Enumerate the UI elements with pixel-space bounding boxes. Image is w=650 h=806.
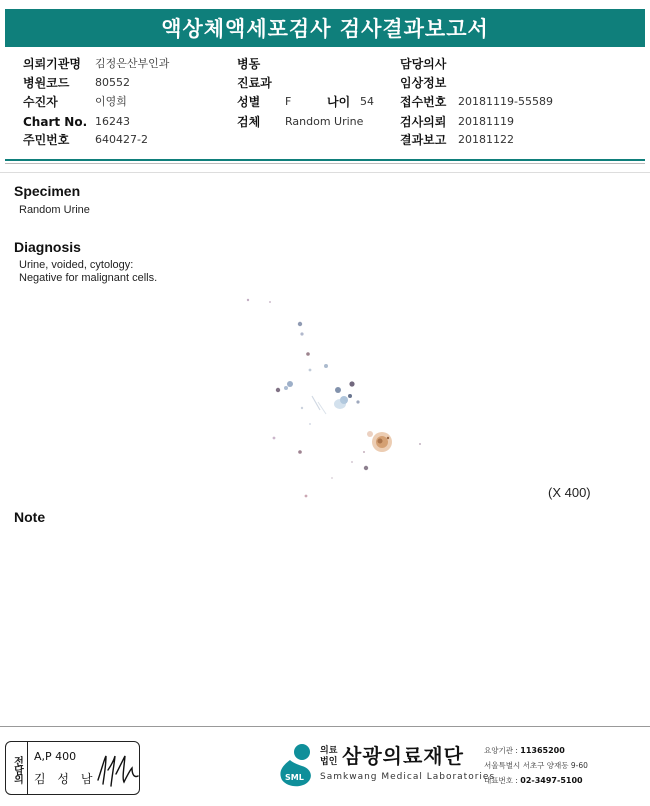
signer-license: A,P 400 — [34, 750, 77, 763]
info-label: 의뢰기관명 — [23, 57, 81, 71]
footer-divider — [0, 726, 650, 727]
info-label: 검사의뢰 — [400, 115, 447, 129]
header-divider-thin — [5, 163, 645, 164]
info-label: 나이 — [327, 95, 351, 109]
info-value: Random Urine — [285, 115, 364, 128]
signer-role-label: 전담의 — [6, 742, 28, 794]
brand-info-label: 요양기관 — [484, 746, 513, 755]
patient-info-grid — [0, 53, 650, 153]
brand-prefix: 의료법인 — [320, 746, 338, 767]
info-label: 임상정보 — [400, 76, 447, 90]
info-label: 접수번호 — [400, 95, 447, 109]
magnification-label: (X 400) — [548, 485, 591, 500]
info-label: 주민번호 — [23, 133, 70, 147]
handwritten-signature — [94, 750, 140, 790]
info-label: 병동 — [237, 57, 261, 71]
info-label: Chart No. — [23, 115, 88, 129]
specimen-heading: Specimen — [14, 183, 81, 199]
info-value: F — [285, 95, 292, 108]
signer-name: 김 성 남 — [34, 772, 97, 786]
info-label: 성별 — [237, 95, 261, 109]
info-label: 담당의사 — [400, 57, 447, 71]
note-heading: Note — [14, 509, 46, 525]
brand-english-name: Samkwang Medical Laboratories — [320, 772, 496, 782]
sml-logo — [272, 742, 322, 792]
info-value: 54 — [360, 95, 374, 108]
brand-info-line: 요양기관 : 11365200 — [484, 746, 565, 755]
brand-info-line: 대표번호 : 02-3497-5100 — [484, 776, 583, 785]
info-label: 진료과 — [237, 76, 272, 90]
brand-name: 삼광의료재단 — [342, 744, 464, 768]
info-label: 검체 — [237, 115, 261, 129]
signer-box — [5, 741, 140, 795]
report-title: 액상체액세포검사 검사결과보고서 — [5, 9, 645, 47]
cytology-micrograph — [240, 292, 440, 502]
header-divider — [5, 159, 645, 161]
info-value: 80552 — [95, 76, 130, 89]
svg-text:SML: SML — [285, 773, 304, 782]
info-value: 김정은산부인과 — [95, 57, 170, 70]
info-value: 20181119-55589 — [458, 95, 553, 108]
brand-info-value: 02-3497-5100 — [520, 776, 583, 785]
diagnosis-line: Urine, voided, cytology: — [19, 259, 134, 271]
info-value: 이영희 — [95, 95, 127, 108]
specimen-text: Random Urine — [19, 204, 90, 216]
diagnosis-line: Negative for malignant cells. — [19, 272, 158, 284]
info-value: 16243 — [95, 115, 130, 128]
diagnosis-heading: Diagnosis — [14, 239, 81, 255]
brand-info-value: 서울특별시 서초구 양재동 9-60 — [484, 761, 588, 770]
info-value: 20181122 — [458, 133, 514, 146]
brand-info-line — [484, 760, 588, 771]
info-label: 병원코드 — [23, 76, 70, 90]
info-value: 640427-2 — [95, 133, 148, 146]
brand-info-label: 대표번호 — [484, 776, 513, 785]
info-label: 결과보고 — [400, 133, 447, 147]
info-label: 수진자 — [23, 95, 58, 109]
info-value: 20181119 — [458, 115, 514, 128]
brand-info-value: 11365200 — [520, 746, 565, 755]
